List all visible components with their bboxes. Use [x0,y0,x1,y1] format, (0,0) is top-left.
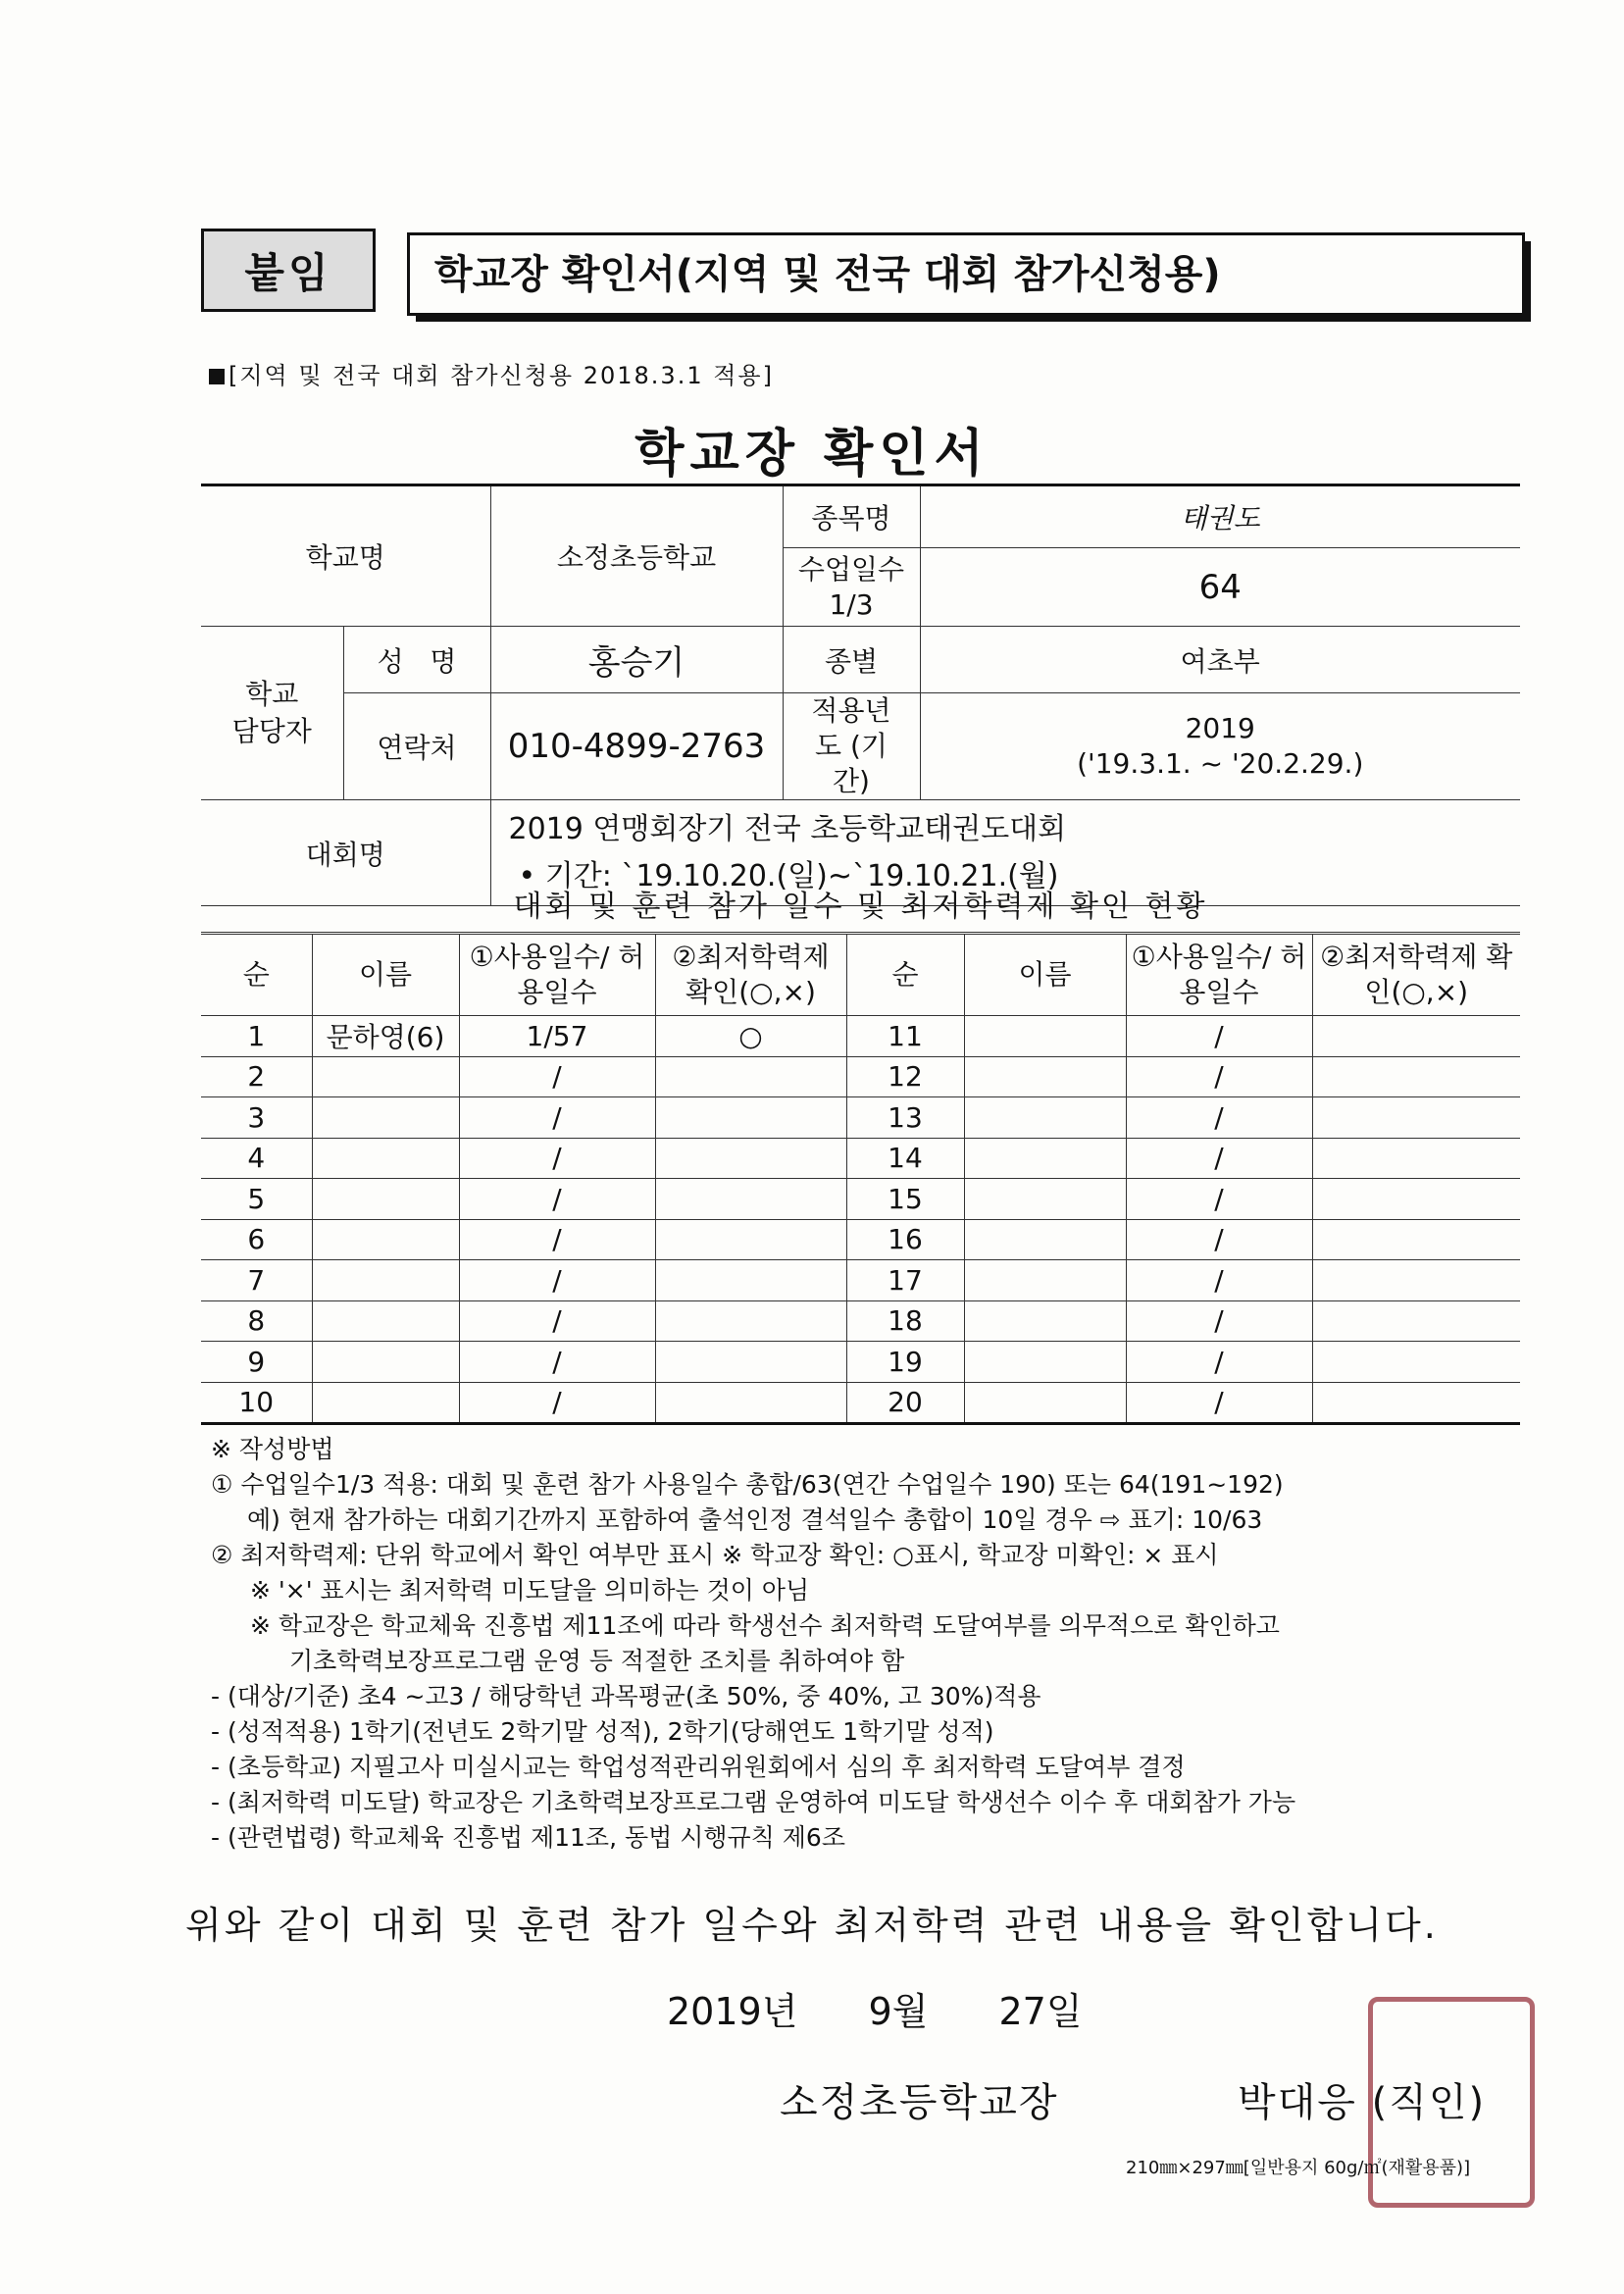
name-label: 성 명 [343,627,490,693]
row-no: 12 [846,1056,964,1097]
school-label: 학교명 [201,485,490,627]
row-days: / [1126,1219,1312,1260]
row-check [1312,1382,1520,1424]
header-check-1: ②최저학력제 확인(○,×) [655,935,846,1016]
date-day: 27일 [998,1990,1083,2033]
row-name [964,1179,1126,1220]
category-label: 종별 [783,627,920,693]
row-check [655,1300,846,1342]
classdays-value: 64 [920,548,1520,627]
row-days: / [1126,1016,1312,1057]
header-days-2: ①사용일수/ 허용일수 [1126,935,1312,1016]
attachment-label-box [201,229,376,312]
event-value: 태권도 [920,485,1520,548]
row-no: 1 [201,1016,312,1057]
table-row [201,1300,1520,1342]
note-item: 예) 현재 참가하는 대회기간까지 포함하여 출석인정 결석일수 총합이 10일 경우 ⇨ 표기: 10/63 [247,1505,1263,1534]
row-no: 18 [846,1300,964,1342]
note-item: ※ 학교장은 학교체육 진흥법 제11조에 따라 학생선수 최저학력 도달여부를 의무적으로 확인하고 [250,1611,1280,1640]
note-item: ※ '×' 표시는 최저학력 미도달을 의미하는 것이 아님 [250,1576,810,1605]
row-check [655,1260,846,1301]
row-no: 11 [846,1016,964,1057]
row-check [1312,1219,1520,1260]
info-table [201,484,1520,906]
row-name: 문하영(6) [312,1016,459,1057]
row-name [312,1300,459,1342]
row-days: / [459,1382,655,1424]
competition-label: 대회명 [201,800,490,906]
row-no: 20 [846,1382,964,1424]
note-item: ② 최저학력제: 단위 학교에서 확인 여부만 표시 ※ 학교장 확인: ○표시, 학교장 미확인: × 표시 [211,1541,1219,1569]
row-check [655,1382,846,1424]
row-days: / [459,1260,655,1301]
row-check [1312,1342,1520,1383]
row-name [312,1260,459,1301]
row-days: / [459,1056,655,1097]
row-no: 5 [201,1179,312,1220]
table-row [201,1260,1520,1301]
table-row [201,1342,1520,1383]
row-check [655,1056,846,1097]
row-check [655,1138,846,1179]
signature-name: 박대응 (직인) [1238,2080,1487,2125]
row-name [964,1097,1126,1139]
row-check: ○ [655,1016,846,1057]
table-row [201,1097,1520,1139]
row-name [964,1260,1126,1301]
date-year: 2019년 [667,1990,798,2033]
row-check [655,1097,846,1139]
row-check [1312,1179,1520,1220]
row-days: / [459,1300,655,1342]
row-check [655,1342,846,1383]
signature-school: 소정초등학교장 [780,2080,1059,2125]
row-name [964,1300,1126,1342]
row-days: / [1126,1342,1312,1383]
row-check [1312,1016,1520,1057]
row-name [964,1138,1126,1179]
contact-label: 연락처 [343,693,490,800]
note-item: ① 수업일수1/3 적용: 대회 및 훈련 참가 사용일수 총합/63(연간 수업일수 190) 또는 64(191~192) [211,1470,1284,1499]
row-check [1312,1300,1520,1342]
row-check [1312,1097,1520,1139]
header-title: 학교장 확인서(지역 및 전국 대회 참가신청용) [407,232,1525,316]
form-note-text: [지역 및 전국 대회 참가신청용 2018.3.1 적용] [228,362,774,389]
row-days: / [459,1219,655,1260]
header-check-2: ②최저학력제 확인(○,×) [1312,935,1520,1016]
row-name [964,1056,1126,1097]
form-note [209,356,774,390]
section-title: 대회 및 훈련 참가 일수 및 최저학력제 확인 현황 [201,883,1520,933]
row-check [655,1179,846,1220]
category-value: 여초부 [920,627,1520,693]
row-name [312,1097,459,1139]
row-no: 7 [201,1260,312,1301]
row-name [964,1342,1126,1383]
row-name [964,1219,1126,1260]
date-month: 9월 [868,1990,929,2033]
school-value: 소정초등학교 [490,485,783,627]
table-row [201,1179,1520,1220]
row-days: / [1126,1138,1312,1179]
contact-value: 010-4899-2763 [490,693,783,800]
header-name-1: 이름 [312,935,459,1016]
row-no: 19 [846,1342,964,1383]
row-days: / [1126,1300,1312,1342]
row-days: / [459,1138,655,1179]
notes-heading: ※ 작성방법 [211,1435,334,1463]
row-name [964,1382,1126,1424]
row-days: / [1126,1179,1312,1220]
confirm-statement: 위와 같이 대회 및 훈련 참가 일수와 최저학력 관련 내용을 확인합니다. [185,1904,1439,1947]
note-item: 기초학력보장프로그램 운영 등 적절한 조치를 취하여야 함 [289,1647,905,1675]
row-no: 2 [201,1056,312,1097]
note-item: - (관련법령) 학교체육 진흥법 제11조, 동법 시행규칙 제6조 [211,1823,845,1852]
header-days-1: ①사용일수/ 허용일수 [459,935,655,1016]
note-item: - (대상/기준) 초4 ~고3 / 해당학년 과목평균(초 50%, 중 40%, 고 30%)적용 [211,1682,1041,1710]
attendance-table [201,934,1520,1425]
row-no: 15 [846,1179,964,1220]
competition-value: 2019 연맹회장기 전국 초등학교태권도대회 [508,811,1067,846]
row-name [312,1342,459,1383]
attachment-label: 붙임 [244,248,332,297]
note-item: - (성적적용) 1학기(전년도 2학기말 성적), 2학기(당해연도 1학기말 성적) [211,1717,994,1746]
row-name [312,1179,459,1220]
year-cell [920,693,1520,800]
table-row [201,1016,1520,1057]
row-name [312,1138,459,1179]
row-no: 3 [201,1097,312,1139]
table-row [201,1382,1520,1424]
header-no-2: 순 [846,935,964,1016]
header-no-1: 순 [201,935,312,1016]
note-item: - (초등학교) 지필고사 미실시교는 학업성적관리위원회에서 심의 후 최저학력 도달여부 결정 [211,1753,1186,1781]
year-period: ('19.3.1. ~ '20.2.29.) [1077,747,1364,780]
row-days: / [1126,1056,1312,1097]
row-no: 10 [201,1382,312,1424]
row-name [964,1016,1126,1057]
row-no: 8 [201,1300,312,1342]
row-days: / [1126,1260,1312,1301]
competition-period: • 기간: `19.10.20.(일)~`19.10.21.(월) [518,858,1059,893]
note-item: - (최저학력 미도달) 학교장은 기초학력보장프로그램 운영하여 미도달 학생선수 이수 후 대회참가 가능 [211,1788,1296,1816]
table-row [201,1219,1520,1260]
row-check [1312,1056,1520,1097]
row-check [1312,1260,1520,1301]
manager-label: 학교 담당자 [201,627,343,800]
row-no: 16 [846,1219,964,1260]
row-name [312,1382,459,1424]
row-no: 13 [846,1097,964,1139]
document-title: 학교장 확인서 [634,425,990,484]
row-check [655,1219,846,1260]
table-row [201,1138,1520,1179]
date-line [667,1981,1142,2035]
row-no: 4 [201,1138,312,1179]
table-row [201,1056,1520,1097]
paper-spec-note: 210㎜×297㎜[일반용지 60g/㎡(재활용품)] [1126,2158,1471,2178]
classdays-label: 수업일수 1/3 [783,548,920,627]
year-label: 적용년도 (기간) [783,693,920,800]
row-days: / [459,1342,655,1383]
row-no: 9 [201,1342,312,1383]
row-name [312,1219,459,1260]
event-label: 종목명 [783,485,920,548]
row-days: / [1126,1382,1312,1424]
row-no: 14 [846,1138,964,1179]
row-name [312,1056,459,1097]
year-value: 2019 [1185,712,1255,744]
row-days: 1/57 [459,1016,655,1057]
row-no: 17 [846,1260,964,1301]
row-days: / [459,1179,655,1220]
row-no: 6 [201,1219,312,1260]
row-days: / [459,1097,655,1139]
name-value: 홍승기 [490,627,783,693]
notes-section [211,1432,1525,1856]
row-check [1312,1138,1520,1179]
square-bullet-icon [209,369,225,384]
header-name-2: 이름 [964,935,1126,1016]
row-days: / [1126,1097,1312,1139]
